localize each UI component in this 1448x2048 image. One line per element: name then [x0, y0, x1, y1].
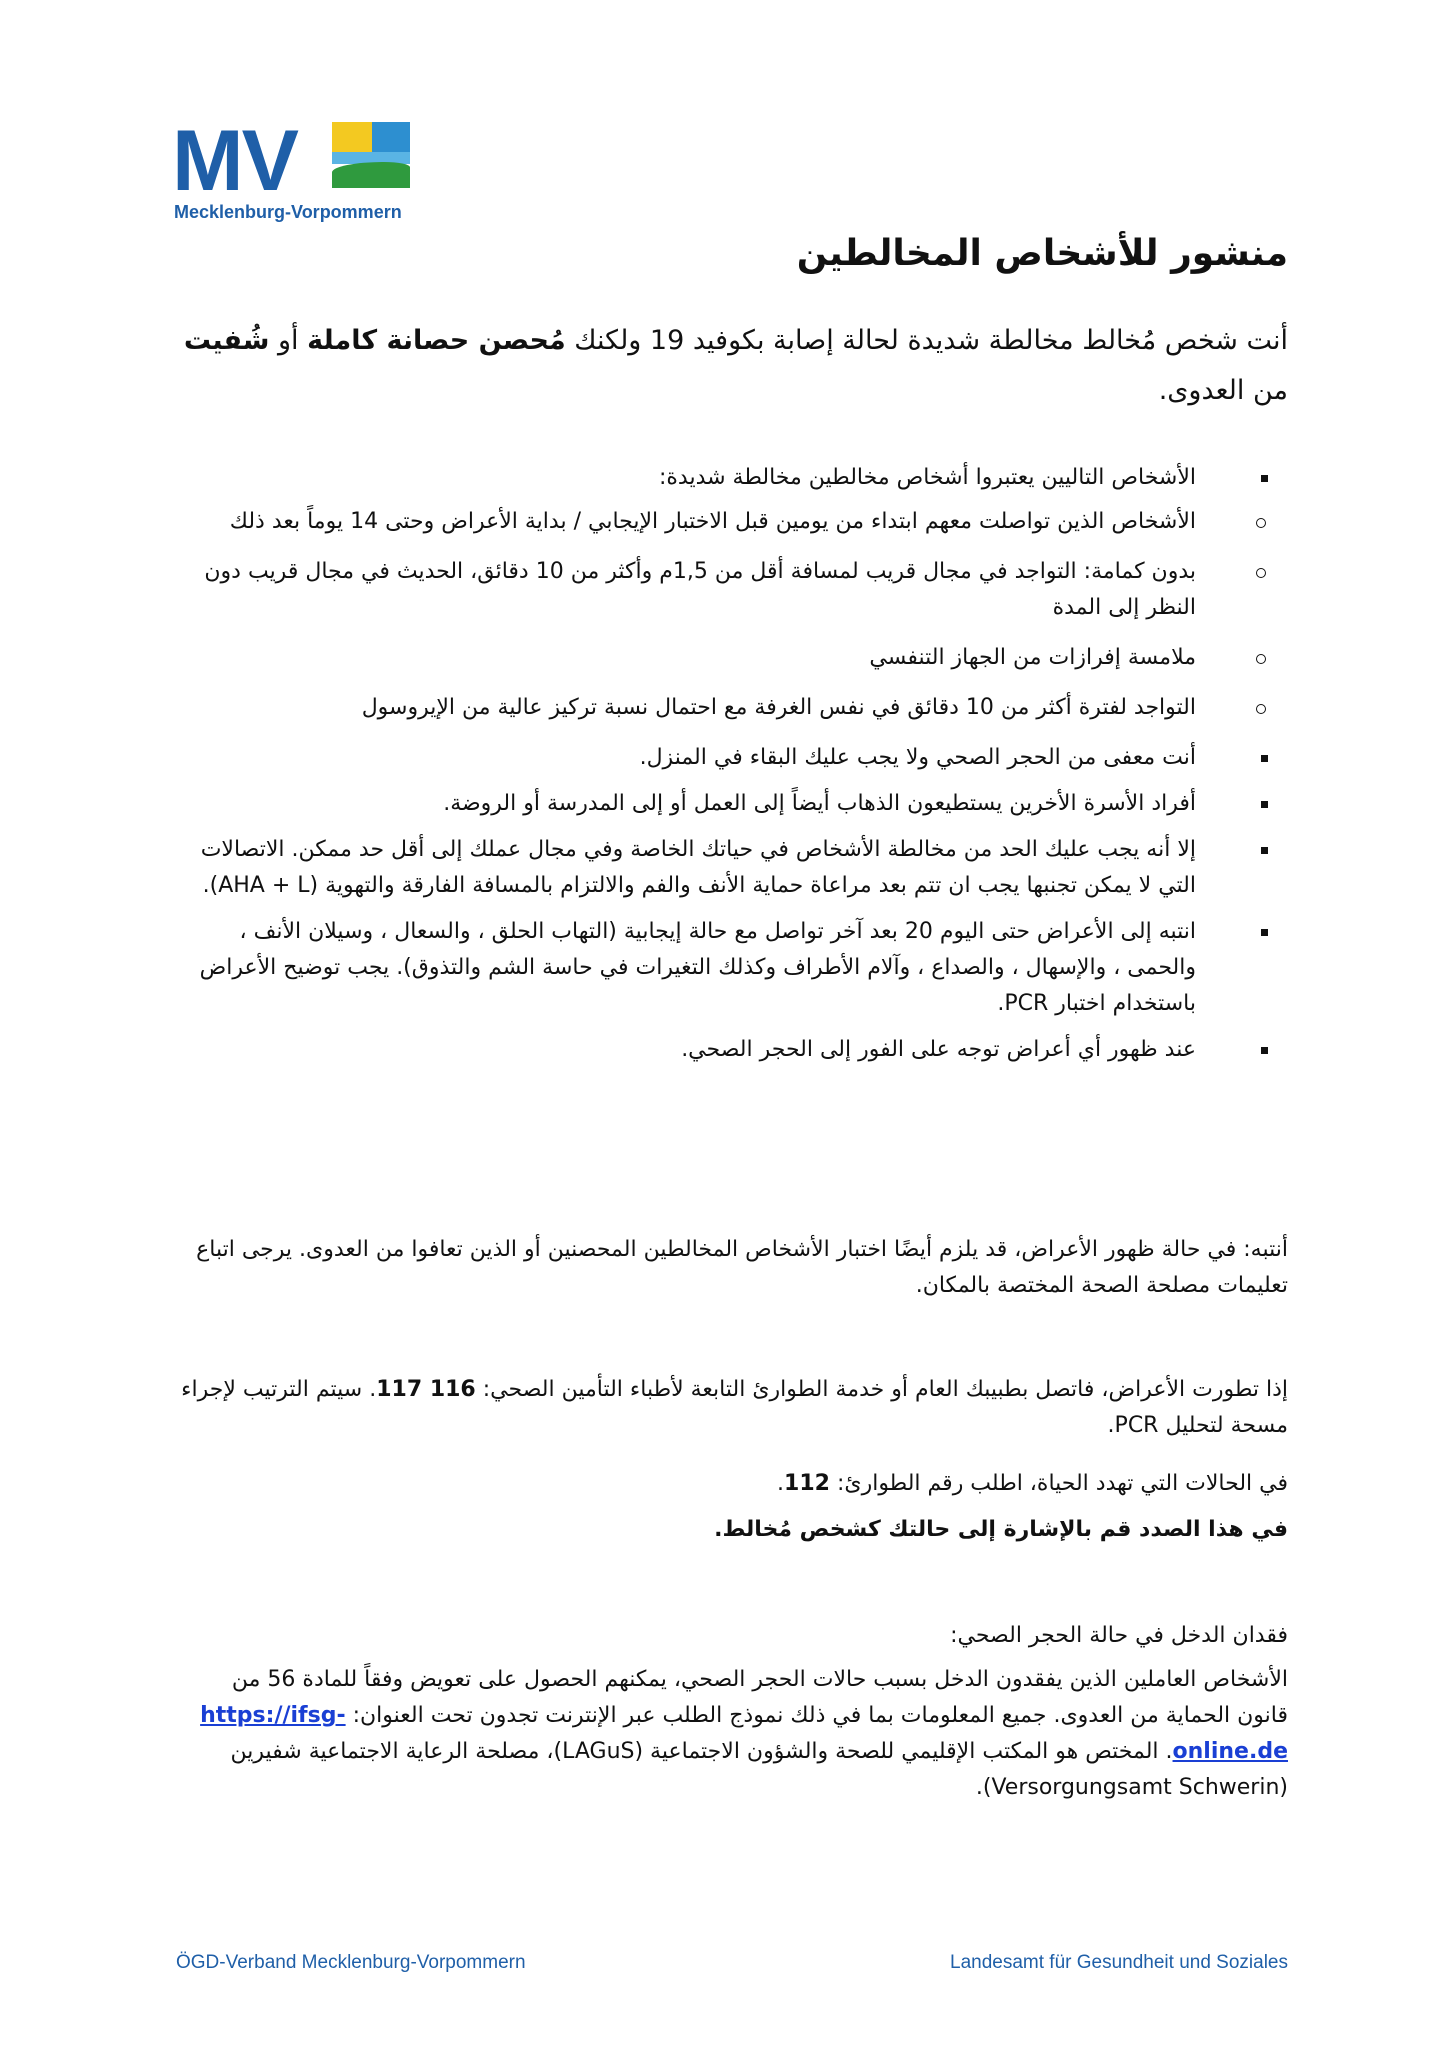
sub-list-item: ملامسة إفرازات من الجهاز التنفسي — [176, 640, 1288, 676]
intro-text — [176, 316, 1288, 416]
contacts-definition: الأشخاص التاليين يعتبروا أشخاص مخالطين مخالطة شديدة: — [658, 465, 1196, 490]
list-item: أنت معفى من الحجر الصحي ولا يجب عليك البقاء في المنزل. — [176, 740, 1288, 776]
intro-bold-recovered: شُفيت — [183, 325, 270, 356]
intro-part2: أو — [269, 325, 308, 356]
contact-text — [176, 1372, 1288, 1444]
footer-right: Landesamt für Gesundheit und Soziales — [950, 1952, 1288, 1973]
sub-list-item: بدون كمامة: التواجد في مجال قريب لمسافة أقل من 1,5م وأكثر من 10 دقائق، الحديث في مجال قريب دون النظر إلى المدة — [176, 554, 1288, 626]
logo-landscape-icon — [332, 122, 410, 188]
list-item: عند ظهور أي أعراض توجه على الفور إلى الحجر الصحي. — [176, 1032, 1288, 1068]
logo-subtitle: Mecklenburg-Vorpommern — [174, 202, 402, 222]
contact-part1: إذا تطورت الأعراض، فاتصل بطبيبك العام أو خدمة الطوارئ التابعة لأطباء التأمين الصحي: — [475, 1377, 1288, 1402]
footer-left: ÖGD-Verband Mecklenburg-Vorpommern — [176, 1952, 526, 1973]
mv-logo — [172, 113, 422, 228]
intro-part1: أنت شخص مُخالط مخالطة شديدة لحالة إصابة بكوفيد 19 ولكنك — [565, 325, 1288, 356]
income-part1: الأشخاص العاملين الذين يفقدون الدخل بسبب حالات الحجر الصحي، يمكنهم الحصول على تعويض وفقاً للمادة 56 من قانون الحماية من العدوى. جميع المعلومات بما في ذلك نموذج الطلب عبر الإنترنت تجدون تحت العنوان: — [231, 1667, 1288, 1728]
list-item: أفراد الأسرة الأخرين يستطيعون الذهاب أيضاً إلى العمل أو إلى المدرسة أو الروضة. — [176, 786, 1288, 822]
contact-part2: . سيتم الترتيب لإجراء مسحة لتحليل PCR. — [181, 1377, 1288, 1438]
income-text — [176, 1662, 1288, 1806]
page-title: منشور للأشخاص المخالطين — [796, 233, 1288, 274]
income-part2: . المختص هو المكتب الإقليمي للصحة والشؤون الاجتماعية (LAGuS)، مصلحة الرعاية الاجتماعية شفيرين (Versorgungsamt Schwerin). — [230, 1739, 1288, 1800]
emergency-number: 112 — [784, 1471, 830, 1496]
logo-letters: MV — [172, 113, 297, 209]
mention-contact-status: في هذا الصدد قم بالإشارة إلى حالتك كشخص مُخالط. — [714, 1517, 1288, 1542]
doctor-hotline-number: 116 117 — [376, 1377, 476, 1402]
note-text: أنتبه: في حالة ظهور الأعراض، قد يلزم أيضًا اختبار الأشخاص المخالطين المحصنين أو الذين تعافوا من العدوى. يرجى اتباع تعليمات مصلحة الصحة المختصة بالمكان. — [196, 1237, 1288, 1298]
sub-list-item: الأشخاص الذين تواصلت معهم ابتداء من يومين قبل الاختبار الإيجابي / بداية الأعراض وحتى 14 يوماً بعد ذلك — [176, 504, 1288, 540]
emergency-part1: في الحالات التي تهدد الحياة، اطلب رقم الطوارئ: — [829, 1471, 1288, 1496]
intro-part3: من العدوى. — [1158, 375, 1288, 406]
ifsg-online-link[interactable]: https://ifsg-online.de — [200, 1703, 1288, 1764]
emergency-text — [176, 1466, 1288, 1502]
sub-list — [176, 504, 1196, 726]
info-list — [176, 460, 1288, 1078]
emergency-part2: . — [777, 1471, 785, 1496]
list-item: انتبه إلى الأعراض حتى اليوم 20 بعد آخر تواصل مع حالة إيجابية (التهاب الحلق ، والسعال ، وسيلان الأنف ، والحمى ، والإسهال ، والصداع ، وآلام الأطراف وكذلك التغيرات في حاسة الشم والتذوق). يجب توضيح الأعراض باستخدام اختبار PCR. — [176, 914, 1288, 1022]
list-item — [176, 460, 1288, 726]
income-heading: فقدان الدخل في حالة الحجر الصحي: — [950, 1623, 1288, 1648]
intro-bold-vaccinated: مُحصن حصانة كاملة — [307, 325, 566, 356]
sub-list-item: التواجد لفترة أكثر من 10 دقائق في نفس الغرفة مع احتمال نسبة تركيز عالية من الإيروسول — [176, 690, 1288, 726]
list-item: إلا أنه يجب عليك الحد من مخالطة الأشخاص في حياتك الخاصة وفي مجال عملك إلى أقل حد ممكن. الاتصالات التي لا يمكن تجنبها يجب ان تتم بعد مراعاة حماية الأنف والفم والالتزام بالمسافة الفارقة والتهوية (AHA + L). — [176, 832, 1288, 904]
